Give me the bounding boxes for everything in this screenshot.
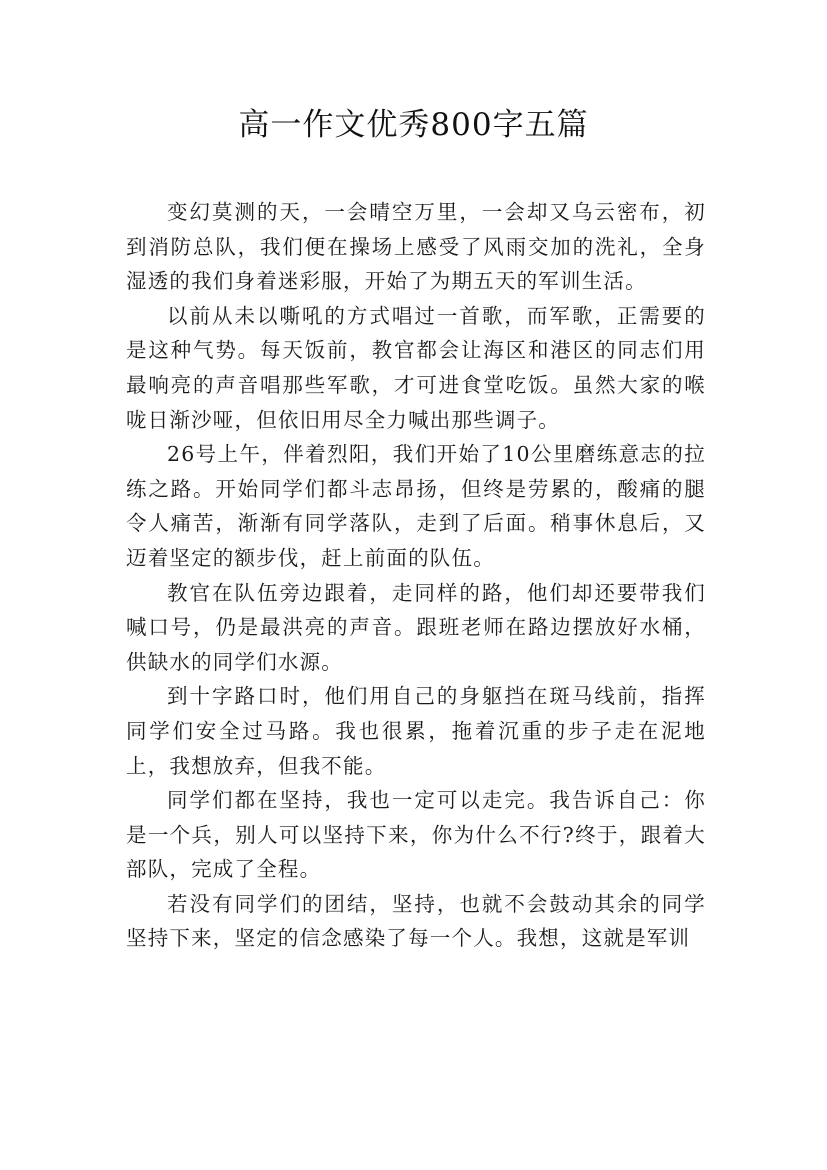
- paragraph: 变幻莫测的天，一会晴空万里，一会却又乌云密布，初到消防总队，我们便在操场上感受了风雨交加的洗礼，全身湿透的我们身着迷彩服，开始了为期五天的军训生活。: [126, 200, 706, 294]
- paragraph: 以前从未以嘶吼的方式唱过一首歌，而军歌，正需要的是这种气势。每天饭前，教官都会让海区和港区的同志们用最响亮的声音唱那些军歌，才可进食堂吃饭。虽然大家的喉咙日渐沙哑，但依旧用尽全力喊出那些调子。: [126, 303, 706, 432]
- paragraph: 26号上午，伴着烈阳，我们开始了10公里磨练意志的拉练之路。开始同学们都斗志昂扬，但终是劳累的，酸痛的腿令人痛苦，渐渐有同学落队，走到了后面。稍事休息后，又迈着坚定的额步伐，赶上前面的队伍。: [126, 442, 706, 570]
- paragraph: 到十字路口时，他们用自己的身躯挡在斑马线前，指挥同学们安全过马路。我也很累，拖着沉重的步子走在泥地上，我想放弃，但我不能。: [126, 684, 706, 778]
- document-body: [126, 195, 706, 956]
- paragraph: 教官在队伍旁边跟着，走同样的路，他们却还要带我们喊口号，仍是最洪亮的声音。跟班老师在路边摆放好水桶，供缺水的同学们水源。: [126, 580, 706, 674]
- document-title: 高一作文优秀800字五篇: [238, 107, 589, 143]
- paragraph: 同学们都在坚持，我也一定可以走完。我告诉自己：你是一个兵，别人可以坚持下来，你为什么不行?终于，跟着大部队，完成了全程。: [126, 788, 706, 882]
- paragraph: 若没有同学们的团结，坚持，也就不会鼓动其余的同学坚持下来，坚定的信念感染了每一个人。我想，这就是军训: [126, 891, 706, 951]
